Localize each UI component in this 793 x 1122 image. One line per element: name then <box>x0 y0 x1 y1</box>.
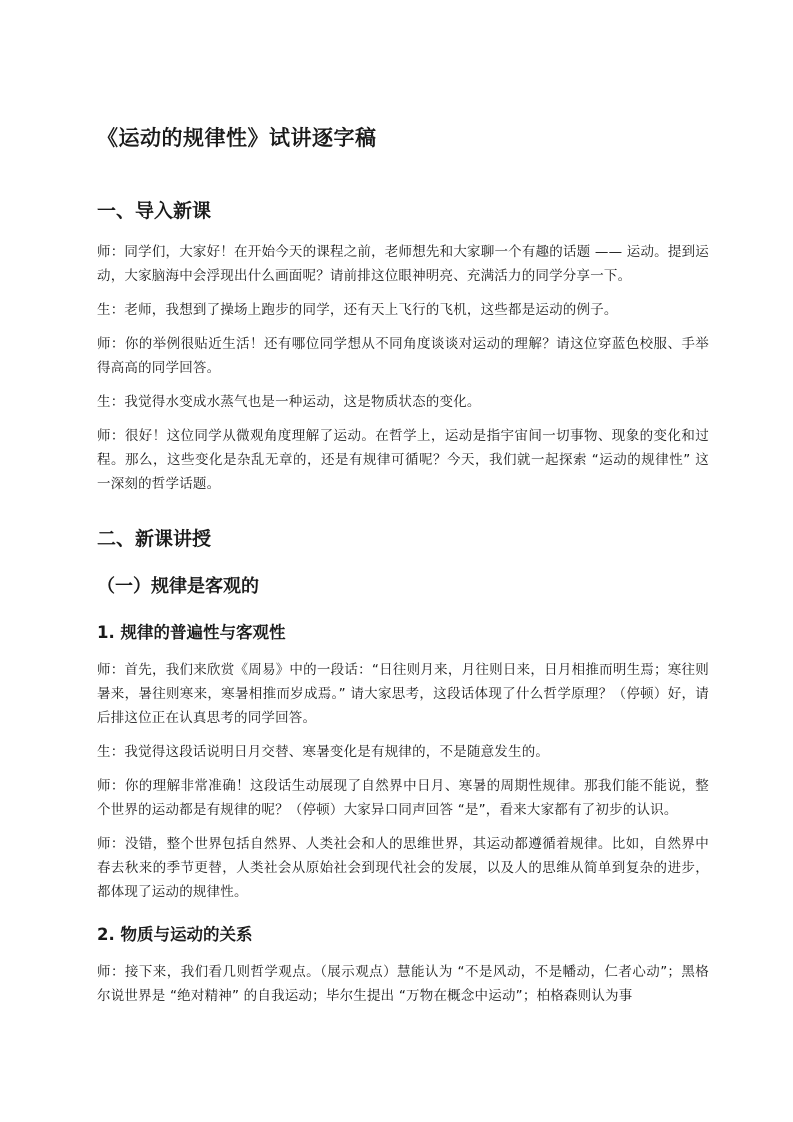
paragraph: 生：我觉得这段话说明日月交替、寒暑变化是有规律的，不是随意发生的。 <box>97 744 550 760</box>
subsection-heading: （一）规律是客观的 <box>97 576 259 597</box>
paragraph: 师：很好！这位同学从微观角度理解了运动。在哲学上，运动是指宇宙间一切事物、现象的变化和过程。那么，这些变化是杂乱无章的，还是有规律可循呢？今天，我们就一起探索 “运动的规律性” 这一深刻的哲学话题。 <box>97 428 709 492</box>
section-heading-intro: 一、导入新课 <box>97 200 212 222</box>
part-heading: 1. 规律的普遍性与客观性 <box>97 623 286 642</box>
paragraph: 生：老师，我想到了操场上跑步的同学，还有天上飞行的飞机，这些都是运动的例子。 <box>97 302 618 318</box>
document-page <box>97 118 709 1018</box>
paragraph: 师：接下来，我们看几则哲学观点。（展示观点）慧能认为 “不是风动，不是幡动，仁者心动”；黑格尔说世界是 “绝对精神” 的自我运动；毕尔生提出 “万物在概念中运动”；柏格森则认为事 <box>97 964 709 1004</box>
part-heading: 2. 物质与运动的关系 <box>97 925 253 944</box>
paragraph: 师：没错，整个世界包括自然界、人类社会和人的思维世界，其运动都遵循着规律。比如，自然界中春去秋来的季节更替，人类社会从原始社会到现代社会的发展，以及人的思维从简单到复杂的进步，都体现了运动的规律性。 <box>97 836 709 900</box>
section-heading-lecture: 二、新课讲授 <box>97 528 212 550</box>
paragraph: 师：你的举例很贴近生活！还有哪位同学想从不同角度谈谈对运动的理解？请这位穿蓝色校服、手举得高高的同学回答。 <box>97 336 709 376</box>
paragraph: 生：我觉得水变成水蒸气也是一种运动，这是物质状态的变化。 <box>97 394 481 410</box>
document-title: 《运动的规律性》试讲逐字稿 <box>97 126 377 150</box>
paragraph: 师：同学们，大家好！在开始今天的课程之前，老师想先和大家聊一个有趣的话题 —— 运动。提到运动，大家脑海中会浮现出什么画面呢？请前排这位眼神明亮、充满活力的同学分享一下。 <box>97 244 709 284</box>
paragraph: 师：首先，我们来欣赏《周易》中的一段话：“日往则月来，月往则日来，日月相推而明生焉；寒往则暑来，暑往则寒来，寒暑相推而岁成焉。” 请大家思考，这段话体现了什么哲学原理？（停顿）好，请后排这位正在认真思考的同学回答。 <box>97 662 709 726</box>
paragraph: 师：你的理解非常准确！这段话生动展现了自然界中日月、寒暑的周期性规律。那我们能不能说，整个世界的运动都是有规律的呢？（停顿）大家异口同声回答 “是”，看来大家都有了初步的认识。 <box>97 778 709 818</box>
